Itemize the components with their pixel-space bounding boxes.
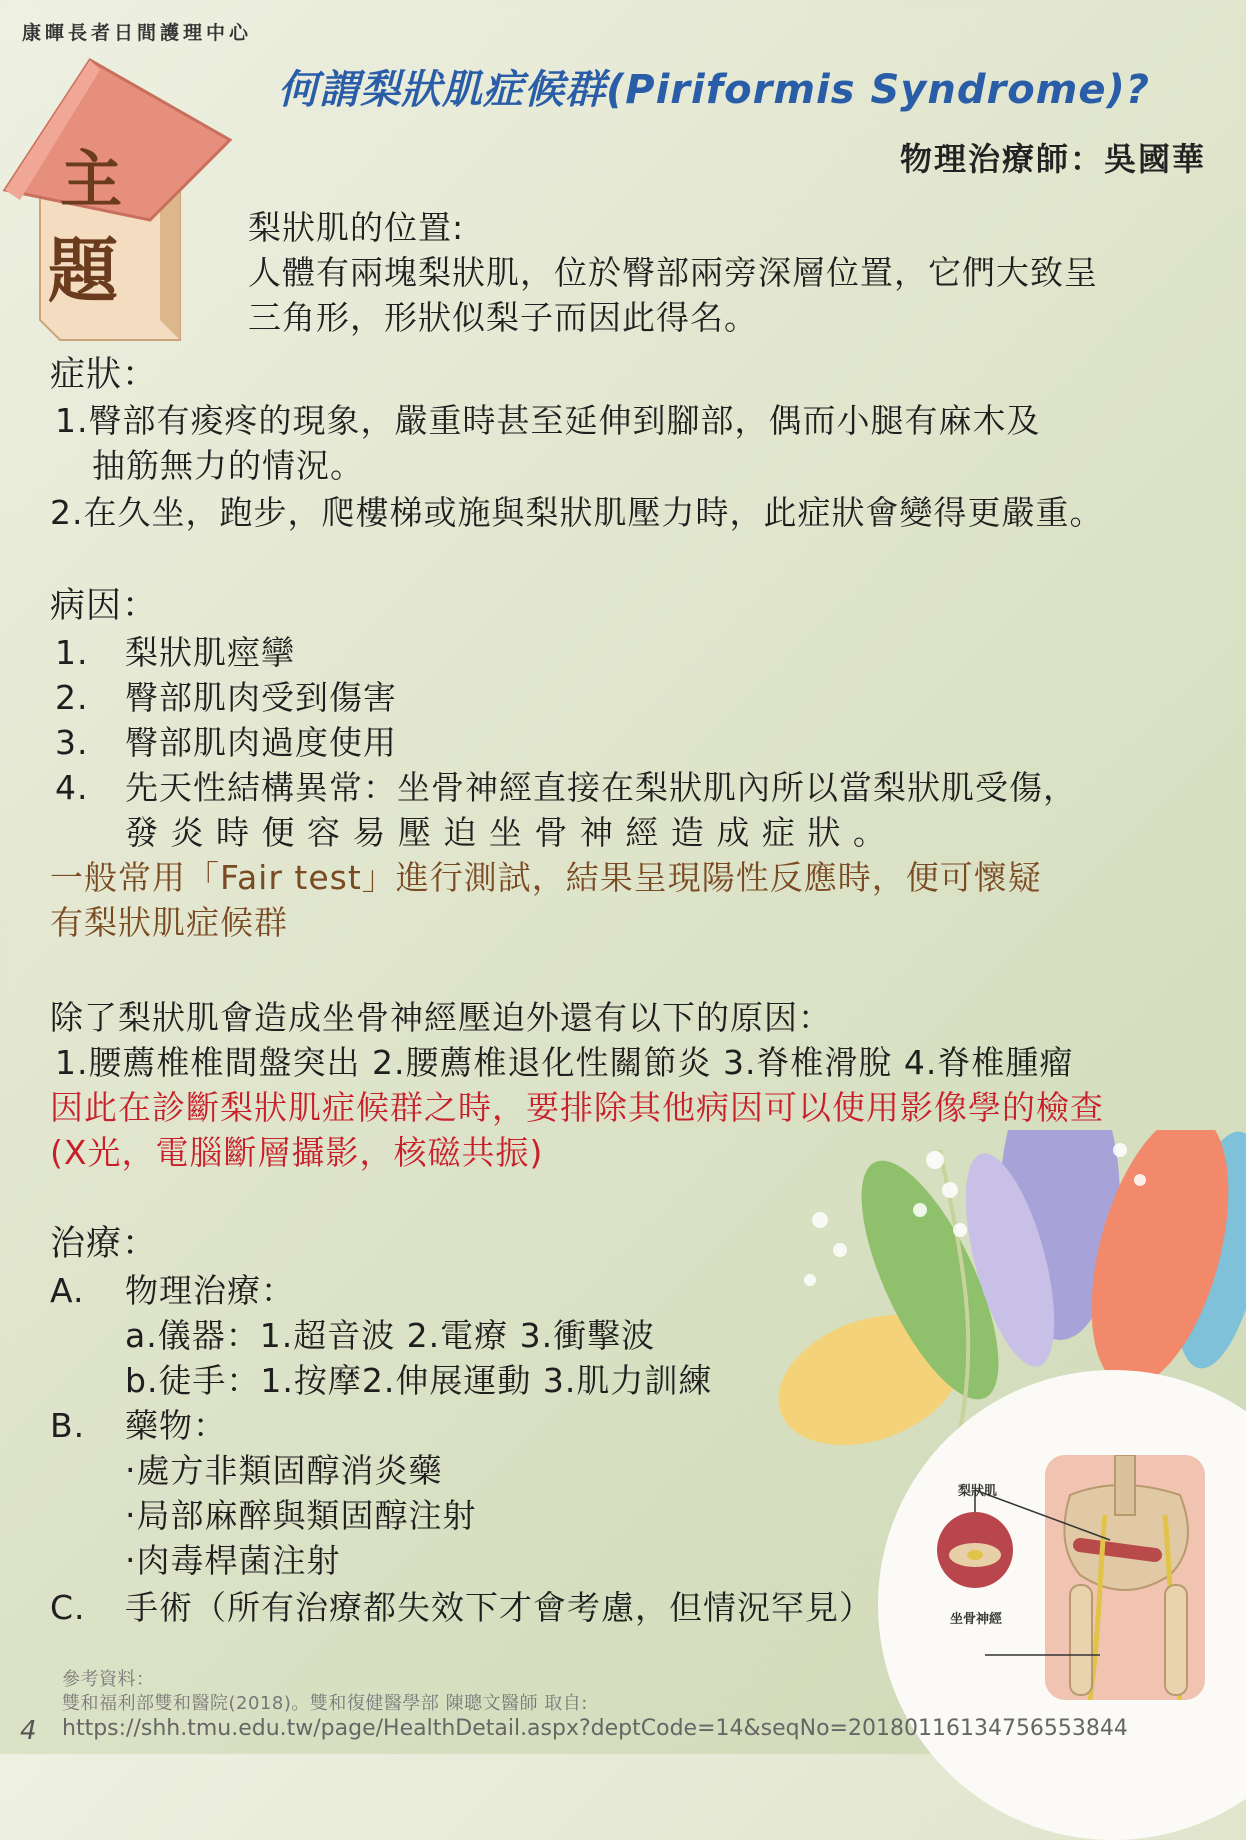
author: 物理治療師：吳國華 — [899, 140, 1206, 178]
cause-num-2: 2. — [55, 678, 89, 717]
cause-text-1: 梨狀肌痙攣 — [125, 633, 295, 672]
cause-text-4-cont: 發 炎 時 便 容 易 壓 迫 坐 骨 神 經 造 成 症 狀 。 — [125, 813, 887, 852]
treatment-a-label: A. — [50, 1271, 85, 1310]
cause-text-3: 臀部肌肉過度使用 — [125, 723, 397, 762]
symptom-line-1: 1.臀部有痠疼的現象，嚴重時甚至延伸到腳部，偶而小腿有麻木及 — [55, 401, 1041, 440]
symptoms-heading: 症狀： — [50, 355, 159, 395]
treatment-c-label: C. — [50, 1588, 86, 1627]
page-number: 4 — [20, 1716, 37, 1746]
drug-item-3: ‧肉毒桿菌注射 — [125, 1541, 341, 1580]
page-title: 何謂梨狀肌症候群(Piriformis Syndrome)? — [278, 67, 1150, 113]
treatment-b-label: B. — [50, 1406, 86, 1445]
drug-item-2: ‧局部麻醉與類固醇注射 — [125, 1496, 477, 1535]
references-line: 雙和福利部雙和醫院(2018)。雙和復健醫學部 陳聰文醫師 取自: — [62, 1693, 588, 1714]
fair-test-line-2: 有梨狀肌症候群 — [50, 903, 288, 942]
label-sciatic-nerve: 坐骨神經 — [950, 1612, 1003, 1627]
references — [62, 1668, 588, 1716]
treatment-heading: 治療： — [50, 1224, 159, 1264]
cause-text-4: 先天性結構異常：坐骨神經直接在梨狀肌內所以當梨狀肌受傷， — [125, 768, 1077, 807]
topic-char-1: 主 — [60, 143, 123, 216]
diagnosis-note-line-1: 因此在診斷梨狀肌症候群之時，要排除其他病因可以使用影像學的檢查 — [50, 1088, 1104, 1127]
references-heading: 參考資料： — [62, 1669, 155, 1690]
other-causes-heading: 除了梨狀肌會造成坐骨神經壓迫外還有以下的原因： — [50, 998, 832, 1037]
topic-char-2: 題 — [48, 229, 118, 312]
label-piriformis: 梨狀肌 — [958, 1484, 998, 1499]
cause-text-2: 臀部肌肉受到傷害 — [125, 678, 397, 717]
symptom-line-3: 2.在久坐，跑步，爬樓梯或施與梨狀肌壓力時，此症狀會變得更嚴重。 — [50, 493, 1104, 532]
other-causes-list: 1.腰薦椎椎間盤突出 2.腰薦椎退化性關節炎 3.脊椎滑脫 4.脊椎腫瘤 — [55, 1043, 1074, 1082]
treatment-c-title: 手術（所有治療都失效下才會考慮，但情況罕見） — [125, 1588, 873, 1627]
center-name: 康暉長者日間護理中心 — [22, 22, 253, 44]
cause-num-1: 1. — [55, 633, 89, 672]
treatment-a-title: 物理治療： — [125, 1271, 295, 1310]
location-line-1: 人體有兩塊梨狀肌，位於臀部兩旁深層位置，它們大致呈 — [248, 253, 1098, 292]
cause-num-3: 3. — [55, 723, 89, 762]
causes-heading: 病因： — [50, 586, 159, 626]
treatment-a-manual: b.徒手：1.按摩2.伸展運動 3.肌力訓練 — [125, 1361, 713, 1400]
location-heading: 梨狀肌的位置: — [248, 208, 465, 247]
reference-url[interactable]: https://shh.tmu.edu.tw/page/HealthDetail.aspx?deptCode=14&seqNo=20180116134756553844 — [62, 1716, 1128, 1741]
location-line-2: 三角形，形狀似梨子而因此得名。 — [248, 298, 758, 337]
drug-item-1: ‧處方非類固醇消炎藥 — [125, 1451, 443, 1490]
symptom-line-2: 抽筋無力的情況。 — [92, 446, 364, 485]
fair-test-line-1: 一般常用「Fair test」進行測試，結果呈現陽性反應時，便可懷疑 — [50, 858, 1042, 897]
diagnosis-note-line-2: (X光，電腦斷層攝影，核磁共振) — [50, 1133, 544, 1172]
cause-num-4: 4. — [55, 768, 89, 807]
treatment-a-equipment: a.儀器：1.超音波 2.電療 3.衝擊波 — [125, 1316, 656, 1355]
treatment-b-title: 藥物： — [125, 1406, 227, 1445]
